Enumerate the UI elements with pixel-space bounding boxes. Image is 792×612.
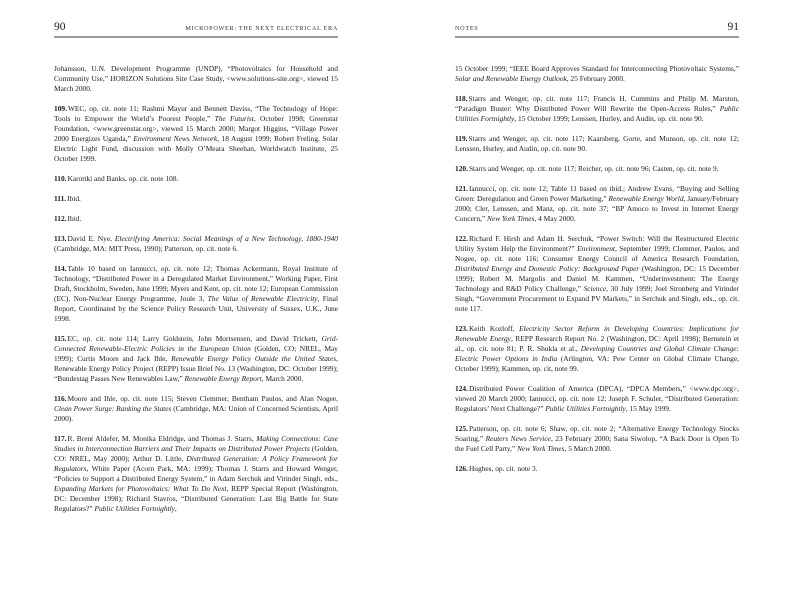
citation-title: New York Times [517,444,565,453]
citation-text: Starrs and Wenger, op. cit. note 117; Francis H. Cummins and Philip M. Marston, “Paradigm Buster: Why Distributed Power Will Rewrite the Open-Access Rules,” [455,94,739,113]
citation-title: Environment [577,244,615,253]
citation-title: Public Utilities Fortnightly [545,404,626,413]
citation-text: , 23 February 2000; Sana Siwolop, “A Back Door is Open To the Fuel Cell Party,” [455,434,739,453]
citation-title: Clean Power Surge: Ranking the States [54,404,172,413]
citation-text: , 25 February 2000. [566,74,625,83]
endnote-113 [54,234,338,254]
citation-text: , REPP Research Report No. 2 (Washington, DC: April 1998); Bernstein et al., op. cit. note 81; P. R. Shukla et al., [455,334,740,353]
citation-text: , 30 July 1999; Joel Stronberg and Virinder Singh, “Government Procurement to Expand PV Markets,” in Serchuk and Singh, eds., op. cit. note 117. [455,284,739,313]
citation-text: R. Brent Aldefer, M. Monika Eldridge, and Thomas J. Starrs, [67,434,257,443]
citation-title: Science [583,284,607,293]
citation-title: Electrifying America: Social Meanings of a New Technology, 1880-1940 [114,234,338,243]
citation-text: 15 October 1999; “IEEE Board Approves Standard for Interconnecting Photovoltaic Systems,” [455,64,739,73]
citation-title: Distributed Generation: A Policy Framework for Regulators [54,454,339,473]
citation-text: (Arlington, VA: Pew Center on Global Climate Change, October 1999); Kammen, op. cit, note 99. [455,354,739,373]
notes-body [455,64,739,484]
citation-text: , [174,504,177,513]
endnote-109 [54,104,338,164]
endnote-121 [455,184,739,224]
endnote-number: 110. [54,174,67,183]
endnote-115 [54,334,338,384]
citation-text: Starrs and Wenger, op. cit. note 117; Reicher, op. cit. note 96; Casten, op. cit. note 9. [468,164,719,173]
citation-text: Iannucci, op. cit. note 12; Table 11 based on ibid.; Andrew Evans, “Buying and Selling Green: Deregulation and Green Power Marketing,” [455,184,739,203]
citation-title: New York Times [487,214,535,223]
endnote-number: 126. [455,464,468,473]
citation-text: , March 2000. [261,374,304,383]
endnote-number: 117. [54,434,67,443]
citation-text: , Renewable Energy Policy Project (REPP) Issue Brief No. 13 (Washington, DC: October 1999); “Bundestag Passes New Renewables Law,” [54,354,338,383]
endnote-123 [455,324,739,374]
endnote-number: 114. [54,264,67,273]
citation-text: David E. Nye, [67,234,115,243]
citation-text: , October 1998; Greenstar Foundation, <www.greenstar.org>, viewed 15 March 2000; Margot Higgins, “Village Power 2000 Energizes Uganda,” [54,114,338,143]
citation-text: WEC, op. cit. note 11; Rashmi Mayur and Bennett Daviss, “The Technology of Hope: Tools to Empower the World’s Poorest People,” [54,104,338,123]
citation-text: , 4 May 2000. [534,214,576,223]
citation-title: Grid-Connected Renewable-Electric Policies in the European Union [54,334,338,353]
citation-title: Renewable Energy Policy Outside the United States [171,354,337,363]
citation-title: Reuters News Service [485,434,551,443]
running-head: MICROPOWER: THE NEXT ELECTRICAL ERA [185,25,338,32]
endnote-number: 120. [455,164,468,173]
citation-text: Moore and Ihle, op. cit. note 115; Steven Clemmer, Bentham Paulos, and Alan Nogee, [67,394,338,403]
endnote-number: 109. [54,104,67,113]
endnote-number: 112. [54,214,67,223]
endnote-number: 125. [455,424,468,433]
notes-body [54,64,338,524]
endnote-number: 123. [455,324,468,333]
endnote-number: 124. [455,384,468,393]
citation-text: Richard F. Hirsh and Adam H. Serchuk, “Power Switch: Will the Restructured Electric Utility System Help the Environment?” [455,234,739,253]
endnote-number: 122. [455,234,468,243]
citation-text: , 15 May 1999. [625,404,671,413]
endnote-number: 113. [54,234,67,243]
endnote-124 [455,384,739,414]
running-head: NOTES [455,25,479,32]
endnote-119 [455,134,739,154]
endnote-125 [455,424,739,454]
endnote-111 [54,194,338,204]
citation-title: Distributed Energy and Domestic Policy: Background Paper [455,264,640,273]
endnote-number: 121. [455,184,468,193]
citation-text: Patterson, op. cit. note 6; Shaw, op. cit. note 2; “Alternative Energy Technology Stocks Soaring,” [455,424,739,443]
citation-title: Solar and Renewable Energy Outlook [455,74,567,83]
citation-title: Electricity Sector Reform in Developing Countries: Implications for Renewable Energy [455,324,739,343]
citation-title: The Futurist [214,114,254,123]
citation-title: Renewable Energy World [608,194,684,203]
citation-text: Distributed Power Coalition of America (DPCA), “DPCA Members,” <www.dpc.org>, viewed 20 March 2000; Iannucci, op. cit. note 12; Joseph F. Schuler, “Distributed Generation: Regulators’ Next Challenge?” [455,384,739,413]
endnote-116 [54,394,338,424]
citation-text: EC, op. cit. note 114; Larry Goldstein, John Mortsensen, and David Trickett, [67,334,322,343]
citation-title: The Value of Renewable Electricity [207,294,318,303]
citation-text: (Cambridge, MA: Union of Concerned Scientists, April 2000). [54,404,339,423]
citation-text: , REPP Special Report (Washington, DC: December 1998); Richard Stavros, “Distributed Generation: Last Big Battle for State Regulators?” [54,484,338,513]
endnote-117 [54,434,338,514]
citation-text: Ibid. [67,194,81,203]
endnote-112 [54,214,338,224]
citation-text: , 15 October 1999; Lenssen, Hurley, and Audin, op. cit. note 90. [514,114,704,123]
citation-text: (Golden, CO; NREL, May 1999); Curtis Moore and Jack Ihle, [54,344,339,363]
endnote-number: 119. [455,134,468,143]
citation-text: , September 1999; Clemmer, Paulos, and Nogee, op. cit. note 116; Consumer Energy Council of America Research Foundation, [455,244,739,263]
citation-text: Karottki and Banks, op. cit. note 108. [67,174,179,183]
citation-text: , 5 March 2000. [564,444,612,453]
endnote-110 [54,174,338,184]
citation-text: Hughes, op. cit. note 3. [468,464,538,473]
citation-title: Making Connections: Case Studies in Interconnection Barriers and Their Impacts on Distributed Power Projects [54,434,338,453]
endnote-number: 111. [54,194,67,203]
citation-text: Table 10 based on Iannucci, op. cit. note 12; Thomas Ackermann, Royal Institute of Technology, “Distributed Power in a Deregulated Market Environment,” Working Paper, First Draft, Stockholm, Sweden, June 1999; Myers and Kent, op. cit. note 12; European Commission (EC), Non-Nuclear Energy Programme, Joule 3, [54,264,338,303]
citation-text: Johansson, U.N. Development Programme (UNDP), “Photovoltaics for Household and Community Use,” HORIZON Solutions Site Case Study, <www.solutions-site.org>, viewed 15 March 2000. [54,64,338,93]
endnote-120 [455,164,739,174]
citation-text: Ibid. [67,214,82,223]
left-page [54,0,338,612]
right-page [455,0,739,612]
citation-text: Keith Kozloff, [468,324,520,333]
citation-text: , White Paper (Acorn Park, MA: 1999); Thomas J. Starrs and Howard Wenger, “Policies to Support a Distributed Energy System,” in Adam Serchuk and Virinder Singh, eds., [54,464,338,483]
endnote-122 [455,234,739,314]
citation-text: , 18 August 1999; Robert Freling, Solar Electric Light Fund, discussion with Molly O’Meara Sheehan, Worldwatch Institute, 25 October 1999. [54,134,338,163]
endnote-number: 118. [455,94,468,103]
citation-title: Public Utilities Fortnightly [94,504,175,513]
citation-title: Renewable Energy Report [184,374,262,383]
citation-text: Starrs and Wenger, op. cit. note 117; Kaarsberg, Gorte, and Munson, op. cit. note 12; Lenssen, Hurley, and Audin, op. cit. note 90. [455,134,739,153]
page-header [54,22,338,38]
citation-text: (Golden, CO: NREL, May 2000); Arthur D. Little, [54,444,338,463]
endnote-continued [54,64,338,94]
citation-title: Public Utilities Fortnightly [455,104,739,123]
citation-text: , Final Report, Coordinated by the Science Policy Research Unit, University of Sussex, U.K., June 1998. [54,294,338,323]
page-number: 90 [54,21,66,33]
endnote-118 [455,94,739,124]
citation-text: , January/February 2000; Cler, Lenssen, and Manz, op. cit. note 37; “BP Amoco to Invest in Internet Energy Concern,” [455,194,739,223]
citation-text: (Cambridge, MA: MIT Press, 1990); Patterson, op. cit. note 6. [54,244,238,253]
page-header [455,22,739,38]
endnote-number: 116. [54,394,67,403]
citation-title: Developing Countries and Global Climate Change: Electric Power Options in India [455,344,739,363]
endnote-114 [54,264,338,324]
page-number: 91 [727,21,739,33]
endnote-number: 115. [54,334,67,343]
endnote-126 [455,464,739,474]
citation-title: Environment News Network [133,134,218,143]
citation-text: (Washington, DC: 15 December 1999); Robert M. Margolis and Daniel M. Kammen, “Underinvestment: The Energy Technology and R&D Policy Challenge,” [455,264,739,293]
citation-title: Expanding Markets for Photovoltaics: What To Do Next [54,484,227,493]
endnote-continued [455,64,739,84]
